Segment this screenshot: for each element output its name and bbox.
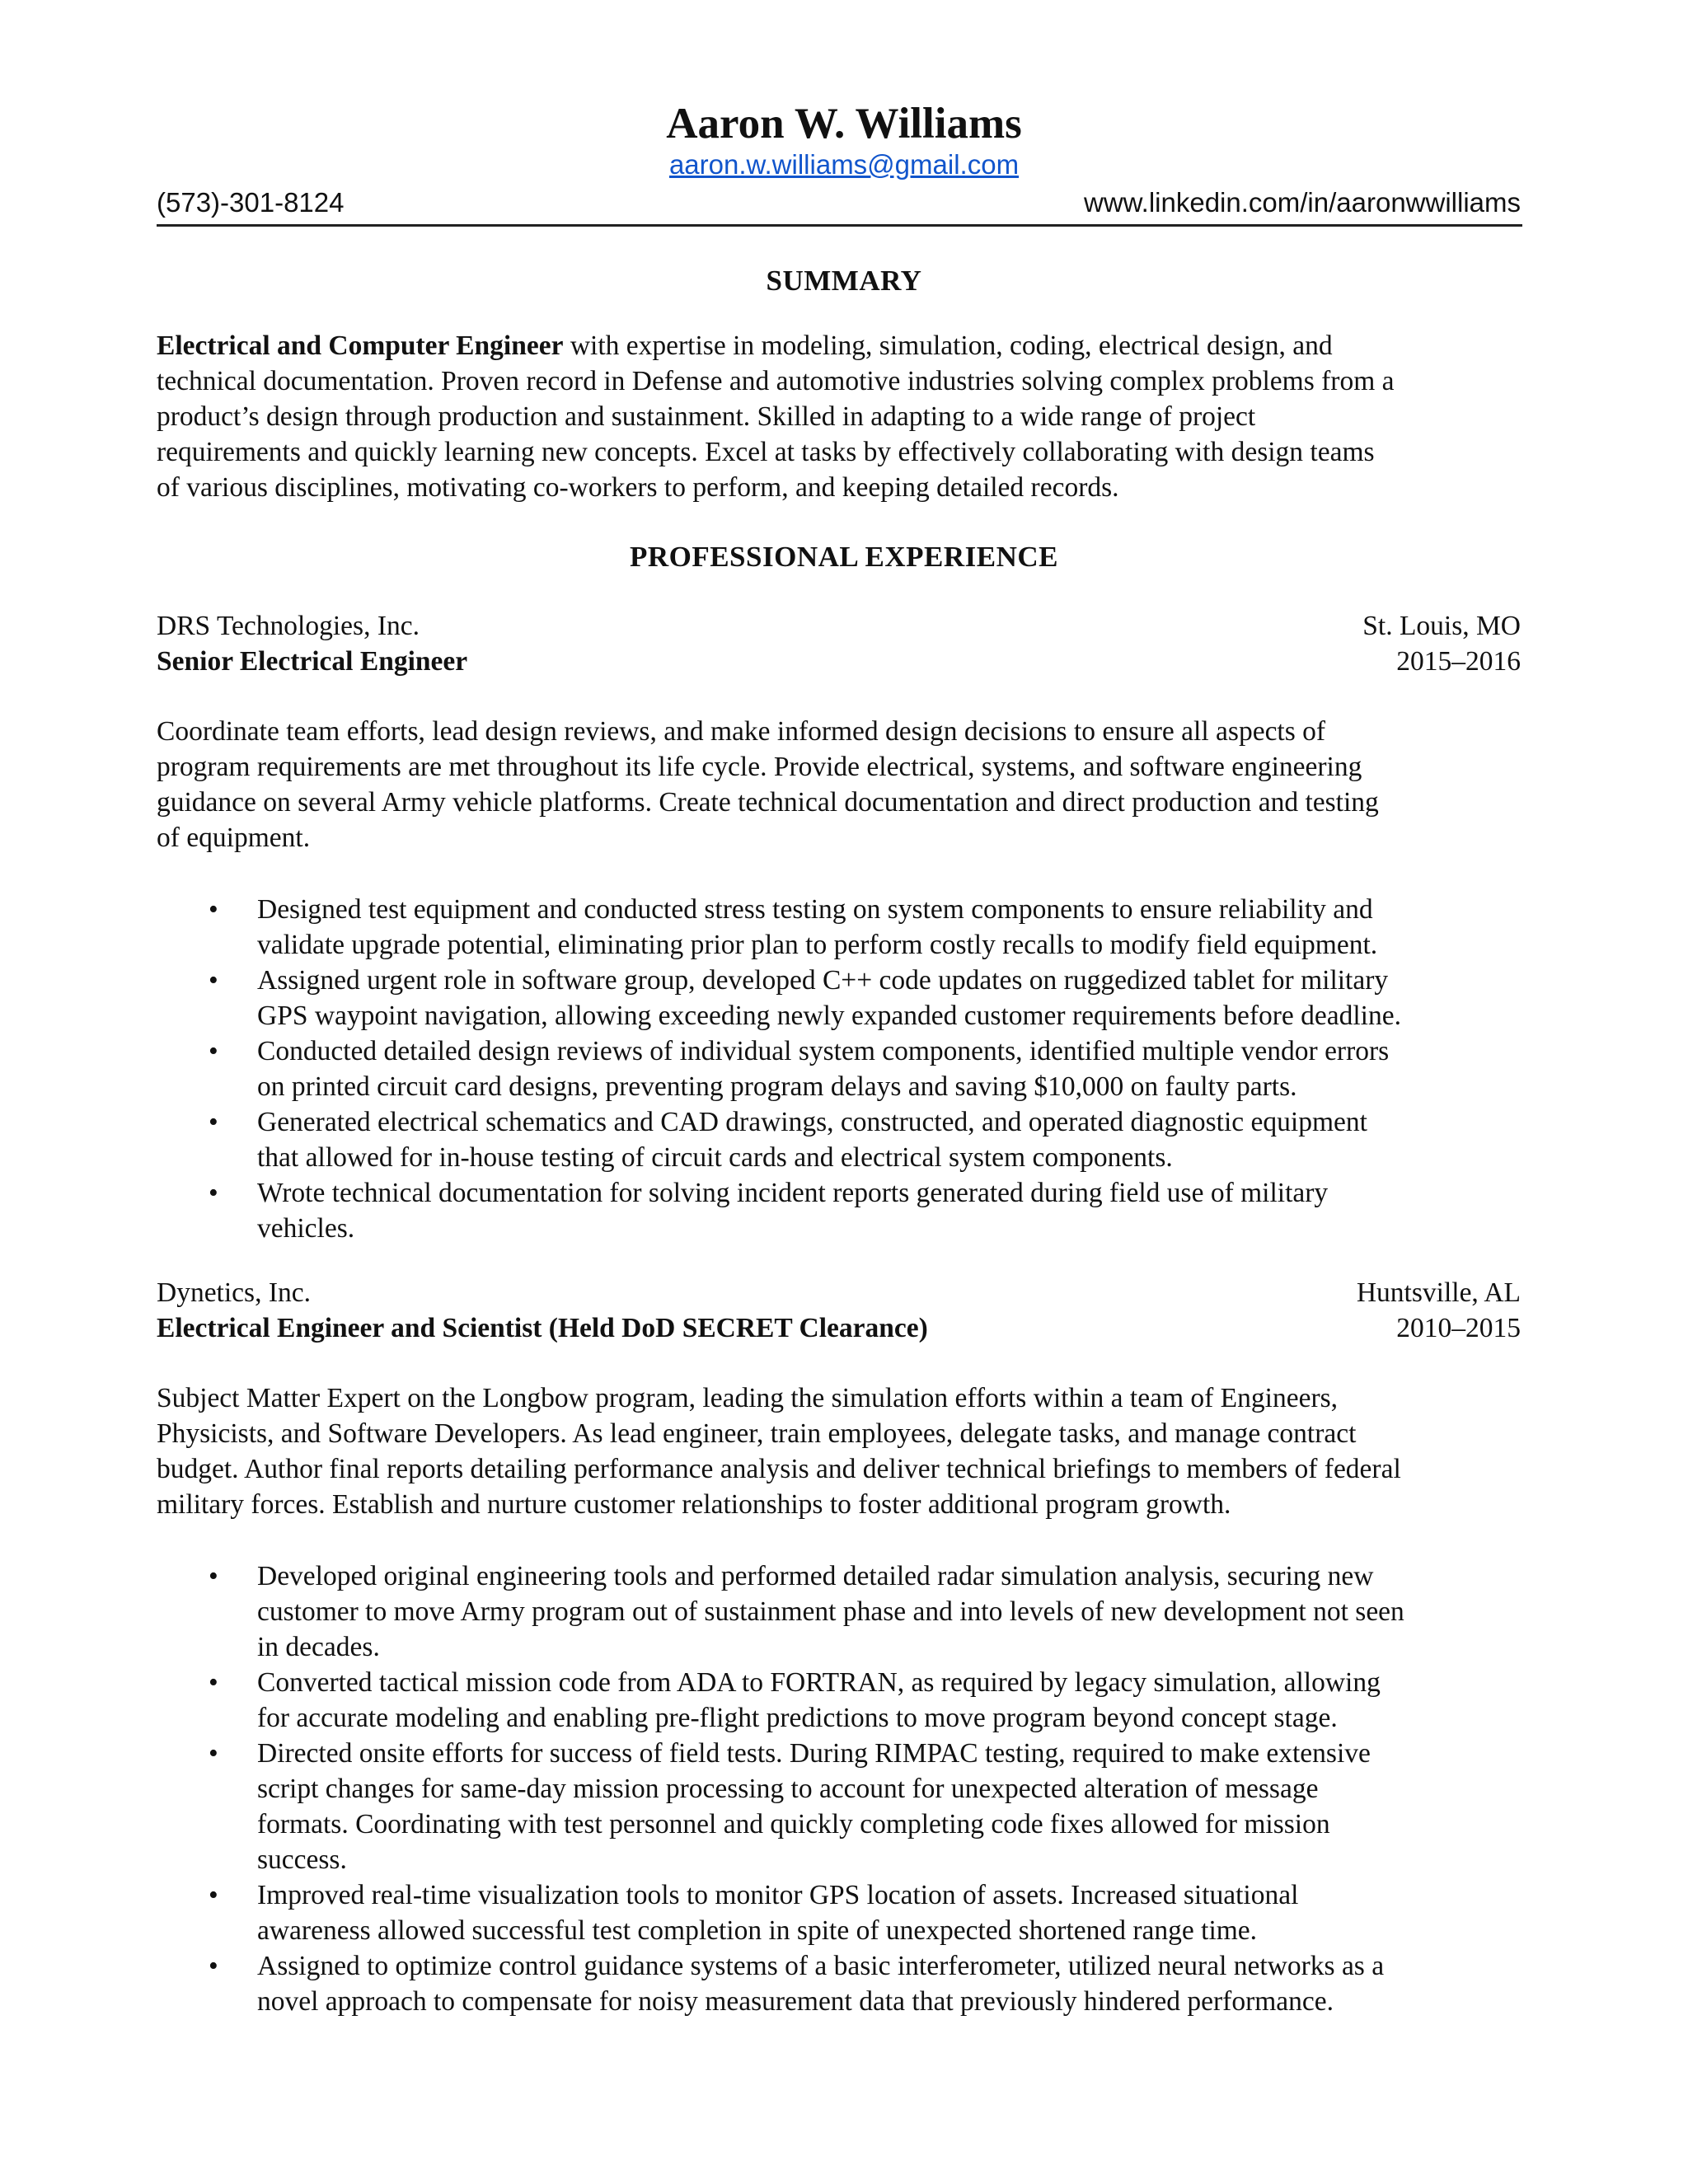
candidate-name: Aaron W. Williams: [666, 100, 1022, 148]
summary-text: [157, 328, 1533, 505]
list-item-text: Conducted detailed design reviews of individual system components, identified multiple vendor errors on printed circuit card designs, preventing program delays and saving $10,000 on faulty parts.: [257, 1036, 1390, 1102]
list-item-text: Assigned to optimize control guidance systems of a basic interferometer, utilized neural networks as a novel approach to compensate for noisy measurement data that previously hindered performance.: [257, 1951, 1385, 2017]
bullet-icon: •: [209, 1178, 218, 1208]
job-1-company: DRS Technologies, Inc.: [157, 611, 420, 641]
job-1-bullets: [157, 892, 1541, 1246]
bullet-icon: •: [209, 1561, 218, 1591]
list-item: [157, 1877, 1541, 1948]
summary-heading: SUMMARY: [766, 265, 922, 297]
contact-row: [157, 186, 1521, 219]
bullet-icon: •: [209, 1880, 218, 1910]
list-item: [157, 1104, 1541, 1175]
job-1-title-row: [157, 644, 1521, 679]
list-item-text: Generated electrical schematics and CAD drawings, constructed, and operated diagnostic equipment that allowed for in-house testing of circuit cards and electrical system components.: [257, 1107, 1367, 1173]
experience-heading: PROFESSIONAL EXPERIENCE: [629, 541, 1059, 573]
summary-lead: Electrical and Computer Engineer: [157, 330, 564, 361]
list-item-text: Wrote technical documentation for solving incident reports generated during field use of military vehicles.: [257, 1178, 1329, 1244]
list-item: [157, 1033, 1541, 1104]
job-2-company: Dynetics, Inc.: [157, 1277, 311, 1308]
bullet-icon: •: [209, 1036, 218, 1066]
job-2-dates: 2010–2015: [1396, 1313, 1521, 1343]
list-item: [157, 963, 1541, 1033]
list-item-text: Directed onsite efforts for success of field tests. During RIMPAC testing, required to make extensive script changes for same-day mission processing to account for unexpected alteration of message formats. Coordinating with test personnel and quickly completing code fixes allowed for mission success.: [257, 1738, 1371, 1875]
bullet-icon: •: [209, 1107, 218, 1137]
linkedin-url: www.linkedin.com/in/aaronwwilliams: [1083, 187, 1521, 218]
list-item-text: Improved real-time visualization tools to monitor GPS location of assets. Increased situational awareness allowed successful test completion in spite of unexpected shortened range time.: [257, 1880, 1299, 1946]
job-2-company-row: [157, 1275, 1521, 1310]
bullet-icon: •: [209, 1738, 218, 1769]
phone-number: (573)-301-8124: [157, 187, 345, 218]
job-2-bullets: [157, 1558, 1541, 2019]
job-1-dates: 2015–2016: [1396, 646, 1521, 677]
list-item: [157, 1948, 1541, 2019]
header-divider: [157, 224, 1522, 227]
list-item: [157, 1558, 1541, 1665]
bullet-icon: •: [209, 1951, 218, 1981]
list-item: [157, 1175, 1541, 1246]
job-2-description: Subject Matter Expert on the Longbow program, leading the simulation efforts within a team of Engineers, Physicists, and Software Developers. As lead engineer, train employees, delegate tasks, and manage contract budget. Author final reports detailing performance analysis and deliver technical briefings to members of federal military forces. Establish and nurture customer relationships to foster additional program growth.: [157, 1383, 1401, 1520]
list-item-text: Designed test equipment and conducted stress testing on system components to ensure reliability and validate upgrade potential, eliminating prior plan to perform costly recalls to modify field equipment.: [257, 894, 1378, 960]
job-2-location: Huntsville, AL: [1356, 1277, 1521, 1308]
list-item-text: Developed original engineering tools and performed detailed radar simulation analysis, securing new customer to move Army program out of sustainment phase and into levels of new development not seen in decades.: [257, 1561, 1404, 1662]
bullet-icon: •: [209, 965, 218, 996]
job-1-location: St. Louis, MO: [1362, 611, 1521, 641]
job-1-company-row: [157, 608, 1521, 644]
list-item: [157, 892, 1541, 963]
list-item: [157, 1665, 1541, 1736]
job-2-title-row: [157, 1310, 1521, 1346]
list-item-text: Assigned urgent role in software group, developed C++ code updates on ruggedized tablet for military GPS waypoint navigation, allowing exceeding newly expanded customer requirements before deadline.: [257, 965, 1401, 1031]
summary-body: with expertise in modeling, simulation, coding, electrical design, and technical documentation. Proven record in Defense and automotive industries solving complex problems from a product’s design through production and sustainment. Skilled in adapting to a wide range of project requirements and quickly learning new concepts. Excel at tasks by effectively collaborating with design teams of various disciplines, motivating co-workers to perform, and keeping detailed records.: [157, 330, 1395, 503]
job-2-title: Electrical Engineer and Scientist (Held DoD SECRET Clearance): [157, 1313, 928, 1343]
bullet-icon: •: [209, 1667, 218, 1698]
email-link[interactable]: aaron.w.williams@gmail.com: [668, 149, 1020, 180]
bullet-icon: •: [209, 894, 218, 925]
job-1-title: Senior Electrical Engineer: [157, 646, 468, 677]
job-1-description: Coordinate team efforts, lead design reviews, and make informed design decisions to ensure all aspects of program requirements are met throughout its life cycle. Provide electrical, systems, and software engineering guidance on several Army vehicle platforms. Create technical documentation and direct production and testing of equipment.: [157, 716, 1379, 853]
list-item: [157, 1736, 1541, 1877]
list-item-text: Converted tactical mission code from ADA to FORTRAN, as required by legacy simulation, allowing for accurate modeling and enabling pre-flight predictions to move program beyond concept stage.: [257, 1667, 1381, 1733]
